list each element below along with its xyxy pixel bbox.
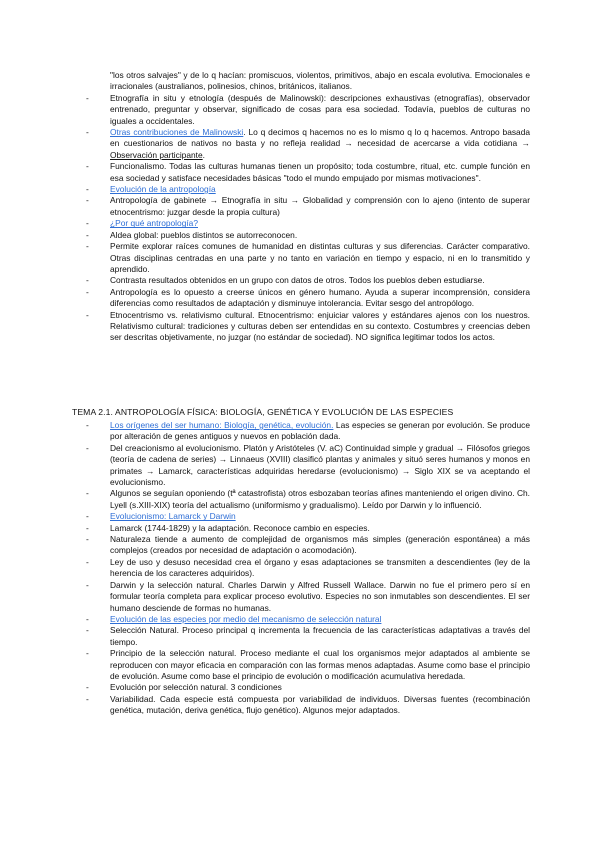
bullet-dash: -: [86, 286, 89, 297]
bullet-dash: -: [86, 195, 89, 206]
list-item: [86, 241, 530, 275]
section-link[interactable]: Evolucionismo: Lamarck y Darwin: [110, 511, 236, 522]
item-text: Variabilidad. Cada especie está compuesta por variabilidad de individuos. Diversas fuentes (recombinación genética, mutación, deriva genética, flujo genético). Algunos mejor adaptados.: [110, 693, 530, 716]
item-text: Antropología de gabinete → Etnografía in situ → Globalidad y comprensión con lo ajeno (intento de superar etnocentrismo: juzgar desde la propia cultura): [110, 195, 530, 217]
list-item: [86, 275, 530, 286]
underlined-term: Observación participante: [110, 149, 203, 160]
bullet-dash: -: [86, 184, 89, 195]
list-item: [86, 648, 530, 682]
list-item: [86, 694, 530, 717]
bullet-dash: -: [86, 522, 89, 533]
list-item: [86, 93, 530, 127]
item-text: Del creacionismo al evolucionismo. Platón y Aristóteles (V. aC) Continuidad simple y gradual → Filósofos griegos (teoría de cadena de series) → Linnaeus (XVIII) clasificó plantas y animales y situó seres humanos y monos en primates → Lamarck, características adquiridas heredarse (evolucionismo) → Siglo XIX se va aceptando el evolucionismo.: [110, 442, 530, 488]
list-item: [86, 443, 530, 489]
bullet-dash: -: [86, 534, 89, 545]
item-text: . Lo q decimos q hacemos no es lo mismo q lo q hacemos. Antropo basada en cuestionarios de nativos no basta y no refleja realidad → necesidad de acercarse a vida cotidiana →: [110, 127, 531, 149]
item-text: Ley de uso y desuso necesidad crea el órgano y esas adaptaciones se transmiten a descendientes (ley de la herencia de los caracteres adquiridos).: [110, 556, 530, 579]
list-item: [86, 625, 530, 648]
list-item: [86, 511, 530, 522]
section-link[interactable]: Evolución de las especies por medio del mecanismo de selección natural: [110, 613, 382, 624]
list-item: [86, 70, 530, 93]
bullet-dash: -: [86, 648, 89, 659]
item-text: Permite explorar raíces comunes de humanidad en distintas culturas y sus diferencias. Carácter comparativo. Otras disciplinas centradas en una parte y no tanto en variación en tiempo y espacio, ni en lo transmitido y aprendido.: [110, 241, 530, 274]
section-link[interactable]: ¿Por qué antropología?: [110, 218, 198, 229]
section-physical-anthropology: [86, 420, 530, 717]
item-text: Contrasta resultados obtenidos en un grupo con datos de otros. Todos los pueblos deben estudiarse.: [110, 275, 485, 286]
section-link[interactable]: Evolución de la antropología: [110, 184, 216, 195]
list-item: [86, 614, 530, 625]
item-text: Etnografía in situ y etnología (después de Malinowski): descripciones exhaustivas (etnografías), observador entrenado, preguntar y observar, significado de cosas para esa sociedad. Todavía, pueblos de culturas no iguales a occidentales.: [110, 92, 530, 126]
list-item: [86, 184, 530, 195]
list-item: [86, 682, 530, 693]
bullet-dash: -: [86, 625, 89, 636]
item-text: Aldea global: pueblos distintos se autorreconocen.: [110, 229, 298, 240]
section-link[interactable]: Otras contribuciones de Malinowski: [110, 127, 244, 138]
section-heading: TEMA 2.1. ANTROPOLOGÍA FÍSICA: BIOLOGÍA, GENÉTICA Y EVOLUCIÓN DE LAS ESPECIES: [72, 407, 454, 417]
list-item: [86, 523, 530, 534]
bullet-dash: -: [86, 92, 89, 103]
section-anthropology-notes: [86, 70, 530, 344]
list-item: [86, 218, 530, 229]
bullet-dash: -: [86, 275, 89, 286]
bullet-dash: -: [86, 420, 89, 430]
item-text: Lamarck (1744-1829) y la adaptación. Reconoce cambio en especies.: [110, 522, 370, 533]
section-link[interactable]: Los orígenes del ser humano: Biología, genética, evolución.: [110, 420, 334, 430]
bullet-dash: -: [86, 579, 89, 590]
list-item: [86, 310, 530, 344]
item-text: Las especies se generan por evolución. Se produce por alteración de genes antiguos y nuevos en población dada.: [110, 420, 530, 442]
item-text: Etnocentrismo vs. relativismo cultural. Etnocentrismo: enjuiciar valores y estándares ajenos con los nuestros. Relativismo cultural: tradiciones y culturas deben ser entendidas en su contexto. Costumbres y creencias deben ser descritas objetivamente, no juzgar (no estándar de sociedad). NO significa legitimar todos los actos.: [110, 309, 530, 343]
bullet-dash: -: [86, 511, 89, 522]
item-text: Darwin y la selección natural. Charles Darwin y Alfred Russell Wallace. Darwin no fue el primero pero sí en formular teoría completa para explicar proceso evolutivo. Especies no son inmutables son descendientes. El ser humano desciende de formas no humanas.: [110, 579, 530, 613]
bullet-dash: -: [86, 229, 89, 240]
bullet-dash: -: [86, 556, 89, 567]
bullet-dash: -: [86, 309, 89, 320]
list-item: [86, 161, 530, 184]
list-item: [86, 557, 530, 580]
list-item: [86, 127, 530, 161]
bullet-dash: -: [86, 442, 89, 453]
bullet-dash: -: [86, 218, 89, 229]
list-item: [86, 580, 530, 614]
bullet-dash: -: [86, 488, 89, 499]
item-text: Selección Natural. Proceso principal q incrementa la frecuencia de las características adaptativas a través del tiempo.: [110, 625, 530, 647]
bullet-dash: -: [86, 693, 89, 704]
item-text: Evolución por selección natural. 3 condiciones: [110, 682, 282, 693]
bullet-dash: -: [86, 127, 89, 138]
list-item: [86, 420, 530, 443]
list-item: [86, 287, 530, 310]
bullet-dash: -: [86, 682, 89, 693]
list-item: [86, 195, 530, 218]
list-item: [86, 488, 530, 511]
item-text: Funcionalismo. Todas las culturas humanas tienen un propósito; toda costumbre, ritual, etc. cumple función en esa sociedad y satisface necesidades básicas "todo el mundo empujado por mismas motivaciones".: [110, 161, 530, 183]
list-item: [86, 534, 530, 557]
item-text-tail: .: [202, 149, 205, 160]
bullet-dash: -: [86, 613, 89, 624]
item-text: Naturaleza tiende a aumento de complejidad de organismos más simples (generación espontánea) a más complejos (creados por necesidad de adaptación o acomodación).: [110, 534, 530, 556]
item-text: Principio de la selección natural. Proceso mediante el cual los organismos mejor adaptados al ambiente se reproducen con mayor eficacia en comparación con las formas menos adaptadas. Asume como base el principio de evolución. Asume como base el principio de evolución o modificación acumulativa heredada.: [110, 648, 530, 681]
item-text: Algunos se seguían oponiendo (tª catastrofista) otros esbozaban teorías afines manteniendo el origen divino. Ch. Lyell (s.XIII-XIX) teoría del actualismo (uniformismo y gradualismo). Leído por Darwin y lo influenció.: [110, 488, 530, 510]
bullet-dash: -: [86, 161, 89, 172]
bullet-dash: -: [86, 241, 89, 252]
item-text: Antropología es lo opuesto a creerse únicos en género humano. Ayuda a superar incomprensión, considera diferencias como resultados de adaptación y disminuye intolerancia. Evitar sesgo del antropólogo.: [110, 286, 530, 309]
list-item: [86, 230, 530, 241]
item-text: "los otros salvajes" y de lo q hacían: promiscuos, violentos, primitivos, abajo en escala evolutiva. Emocionales e irracionales (australianos, polinesios, chinos, británicos, italianos.: [110, 70, 530, 92]
